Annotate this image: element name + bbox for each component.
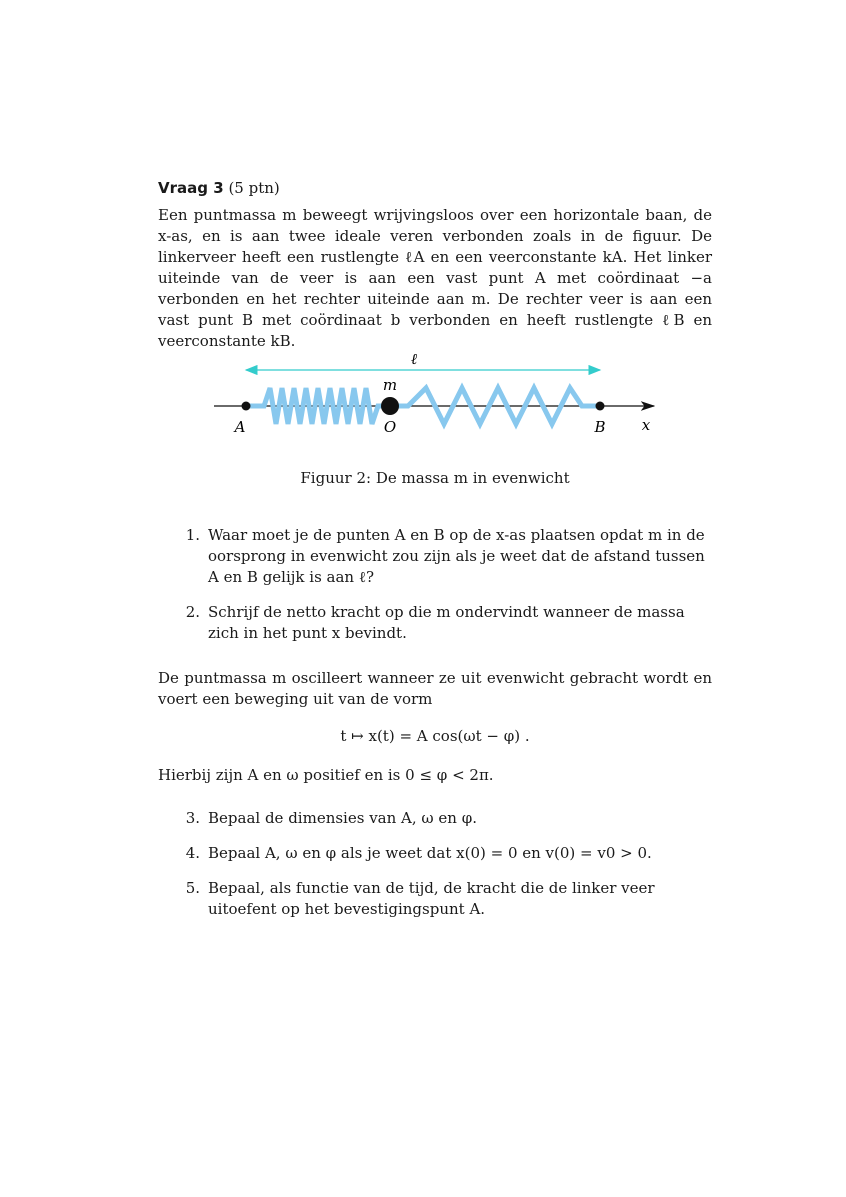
motion-equation: t ↦ x(t) = A cos(ωt − φ) .	[340, 727, 530, 745]
point-a-label: A	[234, 418, 246, 436]
question-title: Vraag 3	[158, 179, 224, 197]
mass-label: m	[382, 376, 398, 394]
question-heading	[158, 178, 712, 199]
exam-page	[158, 178, 712, 934]
list-item	[158, 843, 712, 864]
list-item	[158, 602, 712, 644]
intro-paragraph: Een puntmassa m beweegt wrijvingsloos over een horizontale baan, de x-as, en is aan twee ideale veren verbonden zoals in de figuur. De linkerveer heeft een rustlengte ℓA en een veerconstante kA. Het linker uiteinde van de veer is aan een vast punt A met coördinaat −a verbonden en het rechter uiteinde aan m. De rechter veer is aan een vast punt B met coördinaat b verbonden en heeft rustlengte ℓB en veerconstante kB.	[158, 206, 712, 350]
origin-label: O	[383, 418, 397, 436]
question-text: Waar moet je de punten A en B op de x-as plaatsen opdat m in de oorsprong in evenwicht zou zijn als je weet dat de afstand tussen A en B gelijk is aan ℓ?	[208, 526, 705, 586]
mass-dot	[381, 397, 399, 415]
point-a-dot	[242, 402, 251, 411]
question-number: 5.	[185, 879, 200, 897]
spring-diagram	[158, 354, 712, 440]
oscillation-paragraph: De puntmassa m oscilleert wanneer ze uit evenwicht gebracht wordt en voert een beweging uit van de vorm	[158, 669, 712, 708]
question-text: Schrijf de netto kracht op die m ondervindt wanneer de massa zich in het punt x bevindt.	[208, 603, 685, 642]
list-item	[158, 878, 712, 920]
list-item	[158, 808, 712, 829]
question-number: 2.	[185, 603, 200, 621]
length-label: ℓ	[410, 354, 418, 368]
spring-figure	[158, 354, 712, 440]
question-number: 4.	[185, 844, 200, 862]
question-points: (5 ptn)	[228, 179, 280, 197]
question-text: Bepaal de dimensies van A, ω en φ.	[208, 809, 477, 827]
question-text: Bepaal, als functie van de tijd, de kracht die de linker veer uitoefent op het bevestigingspunt A.	[208, 879, 655, 918]
question-number: 1.	[185, 526, 200, 544]
list-item	[158, 525, 712, 588]
point-b-dot	[596, 402, 605, 411]
axis-label: x	[641, 416, 651, 434]
condition-paragraph: Hierbij zijn A en ω positief en is 0 ≤ φ < 2π.	[158, 766, 494, 784]
question-list-1	[158, 525, 712, 644]
point-b-label: B	[594, 418, 606, 436]
question-number: 3.	[185, 809, 200, 827]
question-text: Bepaal A, ω en φ als je weet dat x(0) = 0 en v(0) = v0 > 0.	[208, 844, 652, 862]
figure-caption: Figuur 2: De massa m in evenwicht	[300, 469, 570, 487]
question-list-2	[158, 808, 712, 920]
